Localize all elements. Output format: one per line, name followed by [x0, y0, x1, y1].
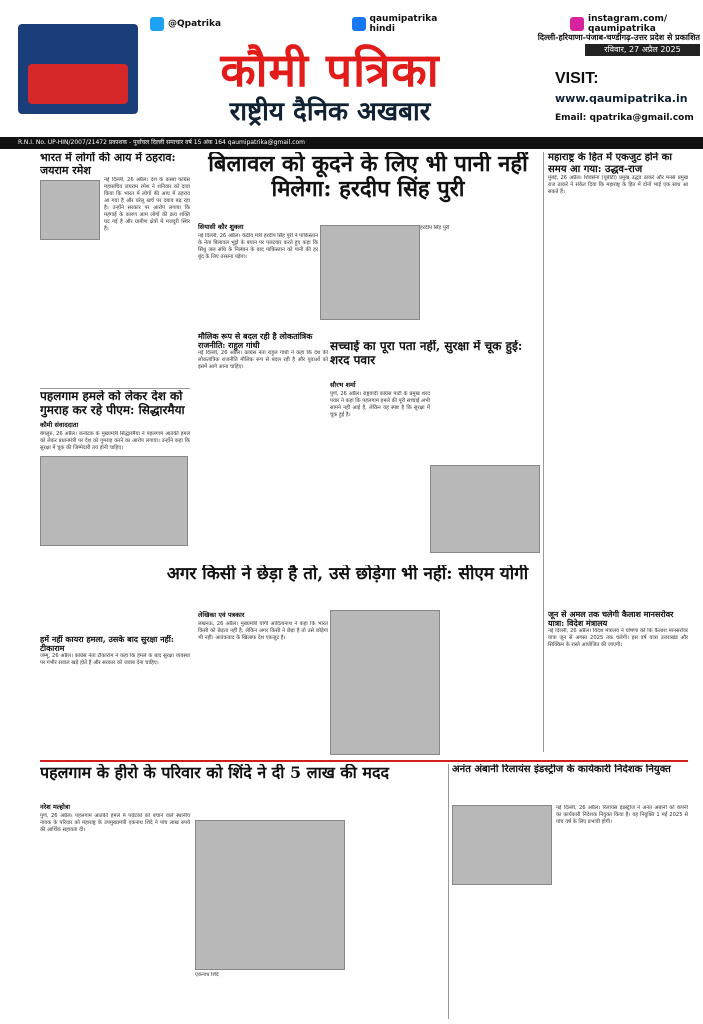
article-body: मुंबई, 26 अप्रैल। शिवसेना (यूबीटी) प्रमुख उद्धव ठाकरे और मनसे प्रमुख राज ठाकरे ने संकेत दिया कि महाराष्ट्र के हित में दोनों भाई एक साथ आ सकते हैं। [548, 175, 688, 195]
article-kailash [548, 610, 688, 760]
article-rahul [198, 332, 328, 562]
instagram-icon [570, 17, 584, 31]
article-uddhav [548, 152, 688, 412]
facebook-icon [352, 17, 366, 31]
article-body: पुणे, 26 अप्रैल। पहलगाम आतंकी हमले में पर्यटकों को बचाने वाले स्थानीय नायक के परिवार को महाराष्ट्र के उपमुख्यमंत्री एकनाथ शिंदे ने पांच लाख रुपये की आर्थिक सहायता दी। [40, 813, 190, 833]
article-pawar-body [330, 378, 430, 558]
headline: पहलगाम हमले को लेकर देश को गुमराह कर रहे पीएम: सिद्धारमैया [40, 390, 185, 417]
yogi-photo [330, 610, 440, 755]
photo-caption: एकनाथ शिंदे [195, 972, 219, 978]
editions-line: दिल्ली-हरियाणा-पंजाब-चण्डीगढ़-उत्तर प्रदेश से प्रकाशित [537, 33, 700, 42]
headline: सच्चाई का पूरा पता नहीं, सुरक्षा में चूक हुई: शरद पवार [330, 340, 523, 367]
website-link[interactable]: www.qaumipatrika.in [555, 92, 688, 105]
article-body: जम्मू, 26 अप्रैल। कांग्रेस नेता टीकाराम ने कहा कि हमले के बाद सुरक्षा व्यवस्था पर गंभीर सवाल खड़े होते हैं और सरकार को जवाब देना चाहिए। [40, 653, 190, 667]
shinde-caption [195, 972, 345, 986]
photo-caption: हरदीप सिंह पुरी [420, 225, 450, 231]
article-jairam [40, 152, 190, 382]
article-photo [40, 456, 188, 546]
twitter-link[interactable]: @Qpatrika [150, 4, 221, 44]
twitter-icon [150, 17, 164, 31]
byline: सौरभ शर्मा [330, 381, 356, 389]
article-puri-body [198, 220, 318, 330]
article-shinde [40, 764, 440, 804]
headline: महाराष्ट्र के हित में एकजुट होने का समय आ गया: उद्धव-राज [548, 152, 672, 175]
byline: कौमी संवाददाता [40, 420, 79, 429]
byline: सियासी कौर शुक्ला [198, 223, 244, 231]
article-yogi [155, 565, 540, 605]
article-body: नई दिल्ली, 26 अप्रैल। कांग्रेस नेता राहुल गांधी ने कहा कि देश की लोकतांत्रिक राजनीति मौलिक रूप से बदल रही है और युवाओं को इसमें आगे आना चाहिए। [198, 350, 328, 371]
puri-photo [320, 225, 420, 320]
article-tikaram [40, 635, 190, 755]
article-body: नई दिल्ली, 26 अप्रैल। केंद्रीय मंत्री हरदीप सिंह पुरी ने पाकिस्तान के नेता बिलावल भुट्टो के बयान पर पलटवार करते हुए कहा कि सिंधु जल संधि के निलंबन के बाद पाकिस्तान को पानी की हर बूंद के लिए तरसना पड़ेगा। [198, 233, 318, 260]
article-anant-body [556, 805, 688, 1015]
headline: अगर किसी ने छेड़ा है तो, उसे छोड़ेगा भी नहीं: सीएम योगी [166, 565, 529, 584]
byline: नरेश मल्होत्रा [40, 803, 71, 811]
headline: हमें नहीं कायरा हमला, उसके बाद सुरक्षा नहीं: टीकाराम [40, 635, 174, 654]
article-body: पुणे, 26 अप्रैल। राष्ट्रवादी कांग्रेस पार्टी के प्रमुख शरद पवार ने कहा कि पहलगाम हमले की पूरी सच्चाई अभी सामने नहीं आई है, लेकिन यह स्पष्ट है कि सुरक्षा में चूक हुई है। [330, 391, 430, 418]
anant-photo [452, 805, 552, 885]
headline: अनंत अंबानी रिलायंस इंडस्ट्रीज के कार्यकारी निदेशक नियुक्त [452, 764, 671, 775]
facebook-link[interactable]: qaumipatrika hindi [352, 4, 440, 44]
article-anant [452, 764, 688, 804]
visit-box [555, 70, 700, 130]
headline: बिलावल को कूदने के लिए भी पानी नहीं मिलेगा: हरदीप सिंह पुरी [208, 152, 528, 203]
article-pawar [330, 340, 540, 380]
article-yogi-body [198, 608, 328, 758]
pawar-photo [430, 465, 540, 553]
article-body: बेंगलुरु, 26 अप्रैल। कर्नाटक के मुख्यमंत्री सिद्धारमैया ने पहलगाम आतंकी हमले को लेकर प्रधानमंत्री पर देश को गुमराह करने का आरोप लगाया। उन्होंने कहा कि सुरक्षा में चूक की जिम्मेदारी तय होनी चाहिए। [40, 430, 190, 451]
headline: जून से अमल तक चलेगी कैलाश मानसरोवर यात्रा: विदेश मंत्रालय [548, 610, 674, 629]
article-puri-caption [420, 225, 540, 320]
masthead-title: कौमी पत्रिका [220, 43, 440, 97]
instagram-link[interactable]: instagram.com/ qaumipatrika [570, 4, 683, 44]
shinde-photo [195, 820, 345, 970]
article-siddaramaiah [40, 390, 190, 590]
byline: लेखिका एवं पत्रकार [198, 611, 245, 619]
email-text: Email: qpatrika@gmail.com [555, 113, 694, 123]
article-photo [40, 180, 100, 240]
article-shinde-body [40, 800, 190, 1020]
visit-label: VISIT: [555, 70, 599, 87]
headline: मौलिक रूप से बदल रही है लोकतांत्रिक राजनीति: राहुल गांधी [198, 332, 313, 351]
article-body: नई दिल्ली, 26 अप्रैल। विदेश मंत्रालय ने घोषणा की कि कैलाश मानसरोवर यात्रा जून से अगस्त 2025 तक चलेगी। इस वर्ष यात्रा उत्तराखंड और सिक्किम के रास्ते आयोजित की जाएगी। [548, 628, 688, 649]
newspaper-logo [18, 4, 148, 134]
headline: भारत में लोगों की आय में ठहराव: जयराम रमेश [40, 152, 176, 177]
masthead-subtitle: राष्ट्रीय दैनिक अखबार [229, 97, 431, 127]
article-body: नई दिल्ली, 26 अप्रैल। देश के कस्बा कांग्रेस महासचिव जयराम रमेश ने शनिवार को दावा किया कि भारत में लोगों की आय में ठहराव आ गया है और घरेलू खर्च पर दबाव बढ़ रहा है। उन्होंने सरकार पर आरोप लगाया कि महंगाई के कारण आम लोगों की क्रय शक्ति घट गई है और ग्रामीण क्षेत्रों में मजदूरी स्थिर है। [104, 177, 190, 233]
headline: पहलगाम के हीरो के परिवार को शिंदे ने दी 5 लाख की मदद [40, 764, 389, 782]
article-body: लखनऊ, 26 अप्रैल। मुख्यमंत्री योगी आदित्यनाथ ने कहा कि भारत किसी को छेड़ता नहीं है, लेकिन अगर किसी ने छेड़ा है तो उसे छोड़ेगा भी नहीं। आतंकवाद के खिलाफ देश एकजुट है। [198, 621, 328, 641]
article-body: नई दिल्ली, 26 अप्रैल। रिलायंस इंडस्ट्रीज ने अनंत अंबानी को कंपनी का कार्यकारी निदेशक नियुक्त किया है। यह नियुक्ति 1 मई 2025 से पांच वर्ष के लिए प्रभावी होगी। [556, 805, 688, 825]
issue-date: रविवार, 27 अप्रैल 2025 [585, 44, 700, 56]
registration-strip: R.N.I. No. UP-HIN/2007/21472 प्रकाशक - पूर्वांचल दिल्ली समाचार वर्ष 15 अंक 164 qaumipatrika@gmail.com [0, 137, 703, 149]
masthead [150, 44, 510, 136]
